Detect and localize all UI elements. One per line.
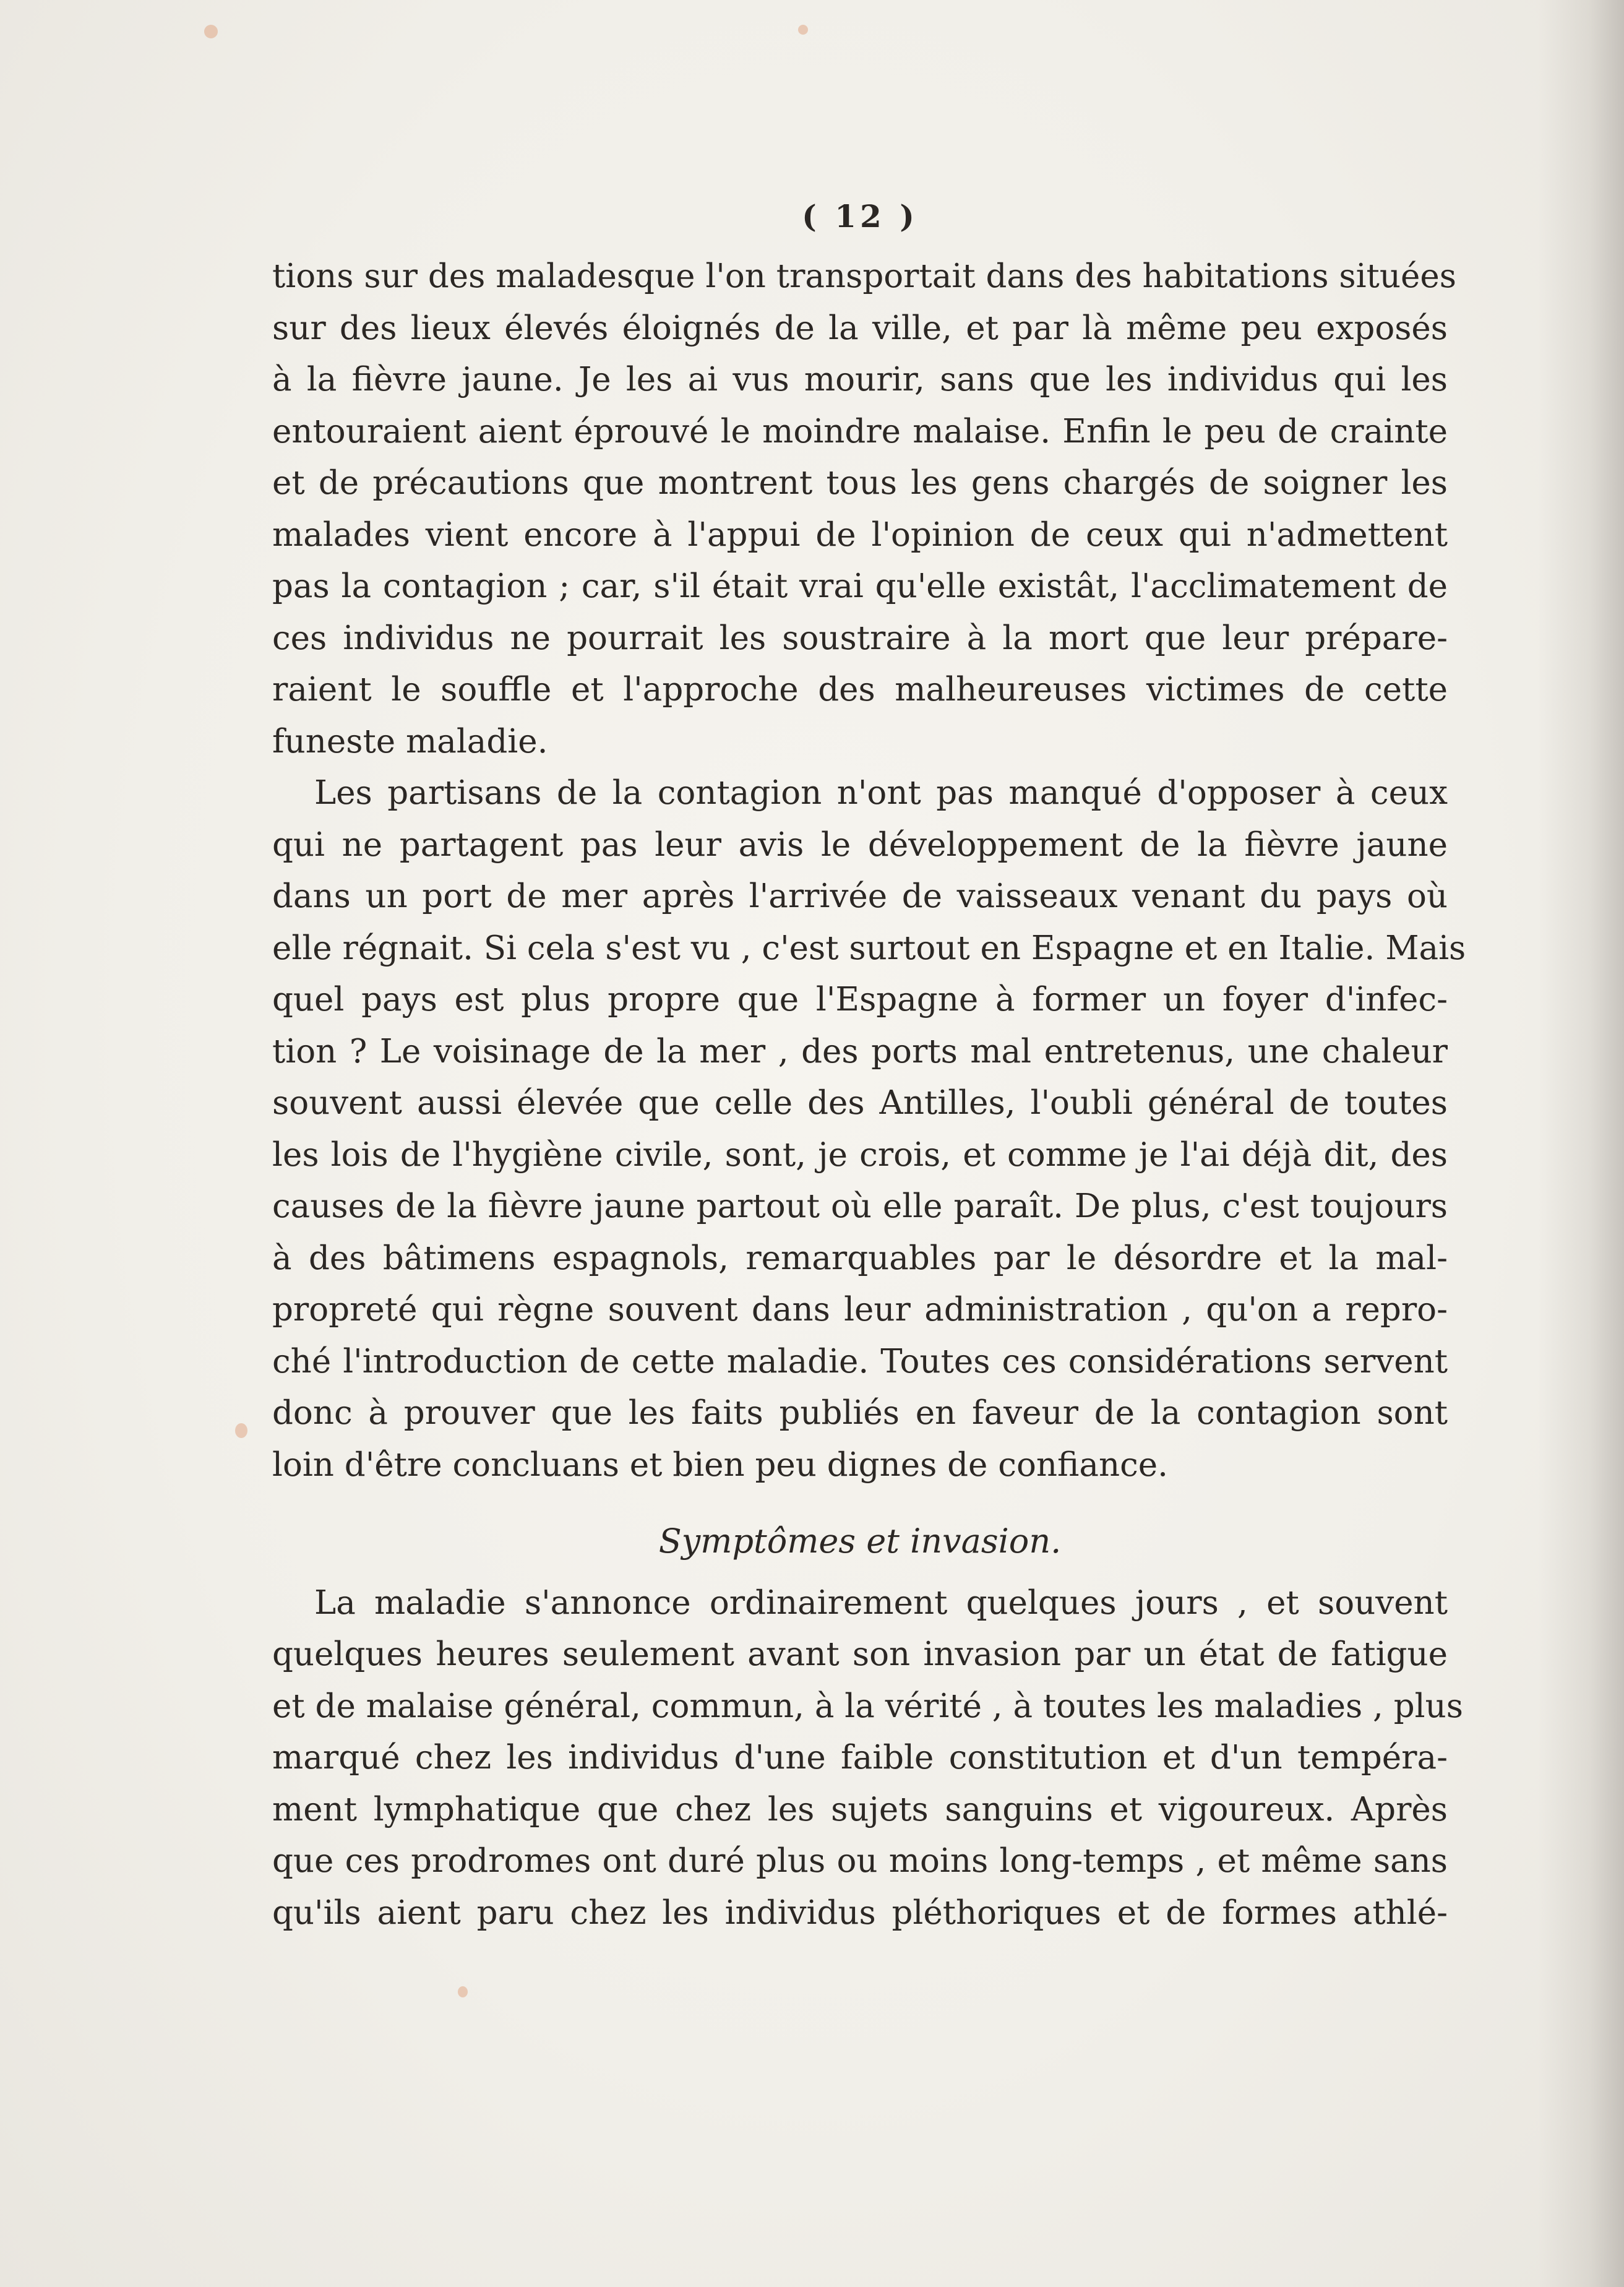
text-line: que ces prodromes ont duré plus ou moins long-temps , et même sans bbox=[272, 1842, 1448, 1880]
text-line: propreté qui règne souvent dans leur administration , qu'on a repro- bbox=[272, 1291, 1448, 1329]
text-line: Les partisans de la contagion n'ont pas manqué d'opposer à ceux bbox=[314, 774, 1448, 812]
foxing-spot bbox=[235, 1423, 247, 1438]
text-line: funeste maladie. bbox=[272, 722, 548, 760]
text-line: et de malaise général, commun, à la vérité , à toutes les maladies , plus bbox=[272, 1687, 1463, 1725]
text-line: tion ? Le voisinage de la mer , des ports mal entretenus, une chaleur bbox=[272, 1032, 1448, 1070]
text-line: donc à prouver que les faits publiés en faveur de la contagion sont bbox=[272, 1394, 1448, 1432]
text-line: ment lymphatique que chez les sujets sanguins et vigoureux. Après bbox=[272, 1790, 1448, 1828]
page-number: ( 12 ) bbox=[802, 198, 918, 235]
text-line: à des bâtimens espagnols, remarquables par le désordre et la mal- bbox=[272, 1239, 1448, 1277]
text-line: dans un port de mer après l'arrivée de vaisseaux venant du pays où bbox=[272, 877, 1448, 915]
text-line: raient le souffle et l'approche des malheureuses victimes de cette bbox=[272, 671, 1448, 708]
text-line: à la fièvre jaune. Je les ai vus mourir, sans que les individus qui les bbox=[272, 361, 1448, 398]
text-line: quelques heures seulement avant son invasion par un état de fatigue bbox=[272, 1635, 1448, 1673]
text-line: quel pays est plus propre que l'Espagne à former un foyer d'infec- bbox=[272, 981, 1448, 1019]
text-line: et de précautions que montrent tous les gens chargés de soigner les bbox=[272, 464, 1448, 502]
section-heading: Symptômes et invasion. bbox=[658, 1522, 1062, 1561]
text-line: pas la contagion ; car, s'il était vrai qu'elle existât, l'acclimatement de bbox=[272, 567, 1448, 605]
text-line: marqué chez les individus d'une faible constitution et d'un tempéra- bbox=[272, 1739, 1448, 1777]
text-line: entouraient aient éprouvé le moindre malaise. Enfin le peu de crainte bbox=[272, 412, 1448, 450]
text-line: tions sur des maladesque l'on transportait dans des habitations situées bbox=[272, 257, 1456, 295]
text-line: qui ne partagent pas leur avis le développement de la fièvre jaune bbox=[272, 825, 1448, 864]
text-line: sur des lieux élevés éloignés de la ville, et par là même peu exposés bbox=[272, 309, 1448, 347]
text-line: elle régnait. Si cela s'est vu , c'est surtout en Espagne et en Italie. Mais bbox=[272, 929, 1466, 967]
text-line: les lois de l'hygiène civile, sont, je crois, et comme je l'ai déjà dit, des bbox=[272, 1135, 1448, 1174]
paragraph-2 bbox=[272, 767, 1466, 1491]
paragraph-1 bbox=[272, 251, 1456, 767]
body-text bbox=[272, 251, 1466, 1939]
foxing-spot bbox=[798, 25, 808, 35]
page-gutter-shadow bbox=[1537, 0, 1624, 2287]
text-line: souvent aussi élevée que celle des Antilles, l'oubli général de toutes bbox=[272, 1084, 1448, 1122]
text-line: malades vient encore à l'appui de l'opinion de ceux qui n'admettent bbox=[272, 515, 1448, 554]
foxing-spot bbox=[204, 25, 218, 38]
foxing-spot bbox=[458, 1986, 468, 1997]
text-line: causes de la fièvre jaune partout où elle paraît. De plus, c'est toujours bbox=[272, 1187, 1448, 1225]
text-line: qu'ils aient paru chez les individus pléthoriques et de formes athlé- bbox=[272, 1893, 1448, 1932]
text-line: ces individus ne pourrait les soustraire à la mort que leur prépare- bbox=[272, 619, 1448, 657]
text-line: La maladie s'annonce ordinairement quelques jours , et souvent bbox=[314, 1583, 1448, 1622]
text-line: ché l'introduction de cette maladie. Toutes ces considérations servent bbox=[272, 1342, 1448, 1380]
paragraph-3 bbox=[272, 1577, 1463, 1939]
text-line: loin d'être concluans et bien peu dignes de confiance. bbox=[272, 1445, 1168, 1484]
